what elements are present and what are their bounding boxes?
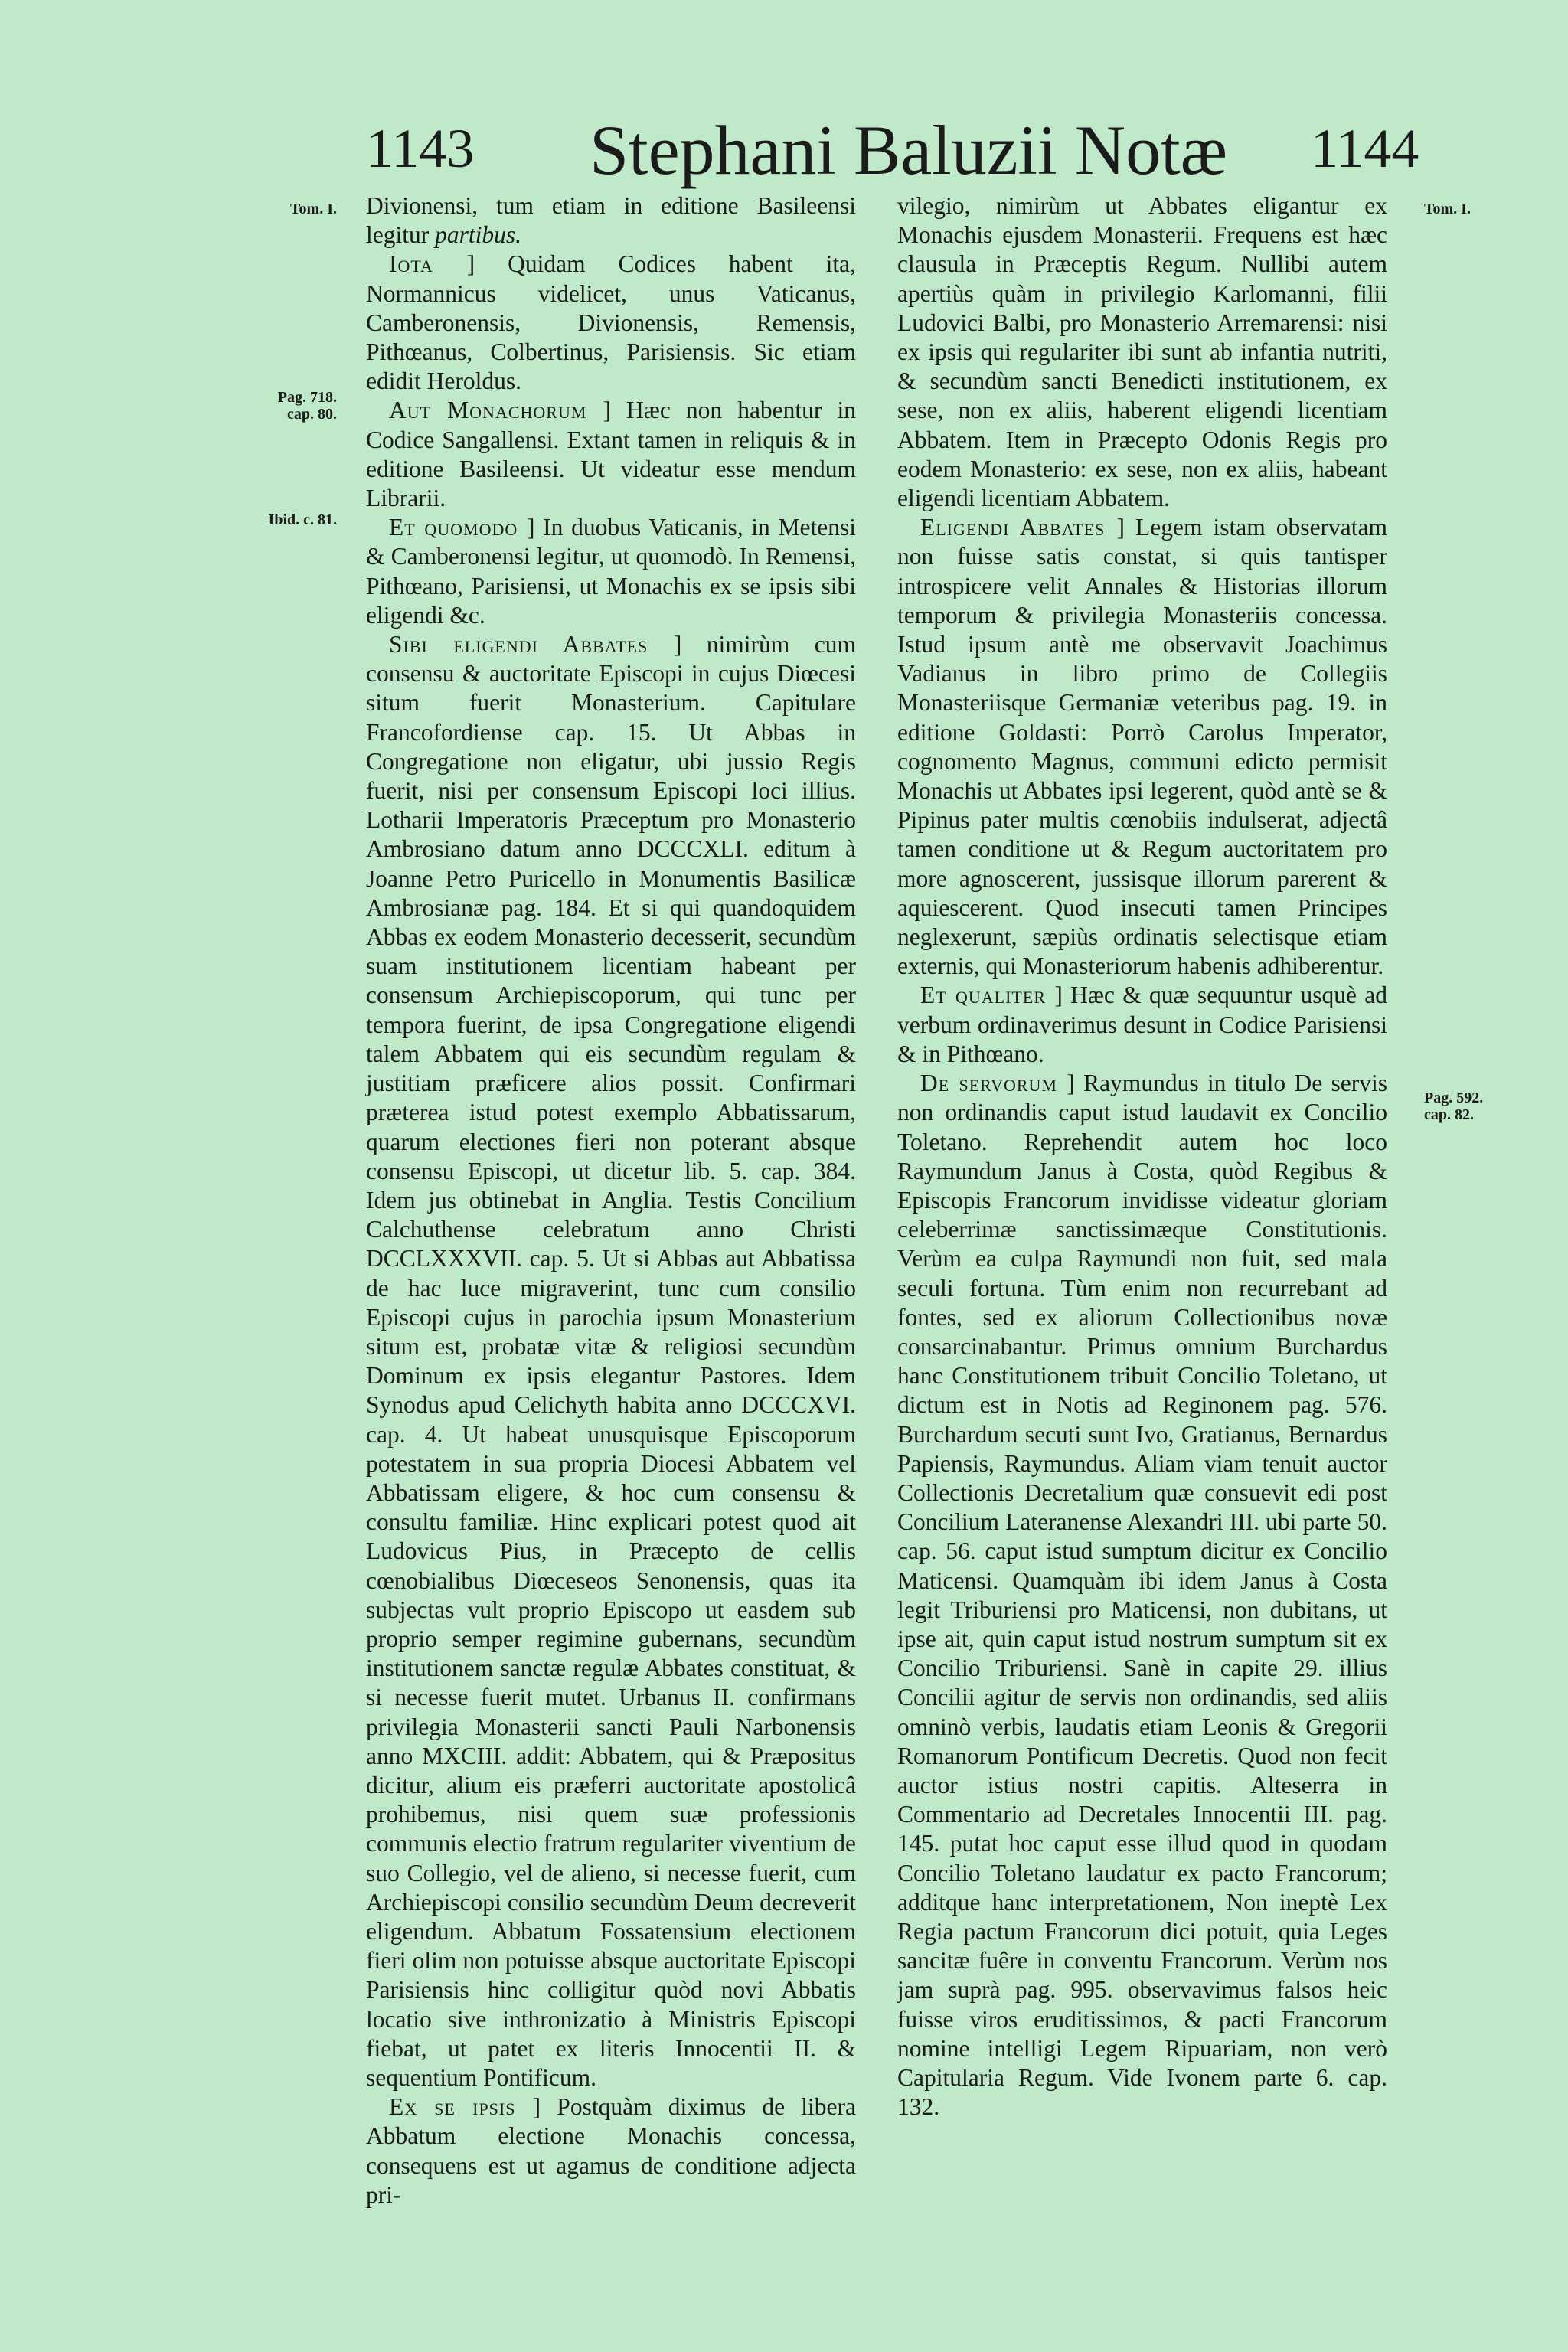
paragraph <box>897 1069 1387 2122</box>
margin-note: Tom. I. <box>290 201 337 217</box>
margin-note: Tom. I. <box>1424 201 1471 217</box>
lemma: Eligendi Abbates <box>920 514 1117 541</box>
paragraph <box>366 250 856 396</box>
lemma: De servorum <box>920 1070 1067 1097</box>
paragraph <box>897 513 1387 981</box>
running-title: Stephani Baluzii Notæ <box>590 111 1228 189</box>
paragraph <box>366 2092 856 2210</box>
paragraph-text: ] In duobus Vaticanis, in Metensi & Camberonensi legitur, ut quomodò. In Remensi, Pithœano, Parisiensi, ut Monachis ex se ipsis sibi eligendi &c. <box>366 514 856 629</box>
paragraph-text: vilegio, nimirùm ut Abbates eligantur ex Monachis ejusdem Monasterii. Frequens est hæc clausula in Præceptis Regum. Nullibi autem apertiùs quàm in privilegio Karlomanni, filii Ludovici Balbi, pro Monasterio Arremarensi: nisi ex ipsis qui regulariter ibi sunt ab infantia nutriti, & secundùm sancti Benedicti institutionem, ex sese, non ex aliis, haberent eligendi licentiam Abbatem. Item in Præcepto Odonis Regis pro eodem Monasterio: ex sese, non ex aliis, habeant eligendi licentiam Abbatem. <box>897 192 1387 512</box>
lemma: Sibi eligendi Abbates <box>389 631 674 658</box>
paragraph-text: ] nimirùm cum consensu & auctoritate Episcopi in cujus Diœcesi situm fuerit Monasterium. Capitulare Francofordiense cap. 15. Ut Abbas in Congregatione non eligatur, ubi jussio Regis fuerit, nisi per consensum Episcopi loci illius. Lotharii Imperatoris Præceptum pro Monasterio Ambrosiano datum anno DCCCXLI. editum à Joanne Petro Puricello in Monumentis Basilicæ Ambrosianæ pag. 184. Et si qui quandoquidem Abbas ex eodem Monasterio decesserit, secundùm suam institutionem licentiam habeant per consensum Archiepiscoporum, qui tunc per tempora fuerint, de ipsa Congregatione eligendi talem Abbatem qui eis secundùm regulam & justitiam præficere alios possit. Confirmari præterea istud potest exemplo Abbatissarum, quarum electiones fieri non poterant absque consensu Episcopi, ut dicetur lib. 5. cap. 384. Idem jus obtinebat in Anglia. Testis Concilium Calchuthense celebratum anno Christi DCCLXXXVII. cap. 5. Ut si Abbas aut Abbatissa de hac luce migraverint, tunc cum consilio Episcopi cujus in parochia ipsum Monasterium situm est, probatæ vitæ & religiosi secundùm Dominum ex ipsis elegantur Pastores. Idem Synodus apud Celichyth habita anno DCCCXVI. cap. 4. Ut habeat unusquisque Episcoporum potestatem in sua propria Diocesi Abbatem vel Abbatissam eligere, & hoc cum consensu & consultu familiæ. Hinc explicari potest quod ait Ludovicus Pius, in Præcepto de cellis cœnobialibus Diœceseos Senonensis, quas ita subjectas vult proprio Episcopo ut easdem sub proprio semper regimine gubernans, secundùm institutionem sanctæ regulæ Abbates constituat, & si necesse fuerit mutet. Urbanus II. confirmans privilegia Monasterii sancti Pauli Narbonensis anno MXCIII. addit: Abbatem, qui & Præpositus dicitur, alium eis præferri auctoritate apostolicâ prohibemus, nisi quem suæ professionis communis electio fratrum regulariter viventium de suo Collegio, vel de alieno, si necesse fuerit, cum Archiepiscopi consilio secundùm Deum decreverit eligendum. Abbatum Fossatensium electionem fieri olim non potuisse absque auctoritate Episcopi Parisiensis hinc colligitur quòd novi Abbatis locatio sive inthronizatio à Ministris Episcopi fiebat, ut patet ex literis Innocentii II. & sequentium Pontificum. <box>366 631 856 2091</box>
lemma: Iota <box>389 250 467 278</box>
lemma: Aut Monachorum <box>389 397 603 424</box>
paragraph <box>897 191 1387 513</box>
margin-note: Ibid. c. 81. <box>268 511 337 528</box>
paragraph <box>366 630 856 2092</box>
lemma: Ex se ipsis <box>389 2093 533 2121</box>
left-column <box>366 191 856 2210</box>
paragraph-text: ] Hæc & quæ sequuntur usquè ad verbum ordinaverimus desunt in Codice Parisiensi & in Pithœano. <box>897 982 1387 1067</box>
lemma: Et quomodo <box>389 514 527 541</box>
margin-note: Pag. 592. cap. 82. <box>1424 1089 1484 1123</box>
paragraph-text: ] Postquàm diximus de libera Abbatum electione Monachis concessa, consequens est ut agamus de conditione adjecta pri- <box>366 2093 857 2208</box>
paragraph-text: ] Hæc non habentur in Codice Sangallensi. Extant tamen in reliquis & in editione Basileensi. Ut videatur esse mendum Librarii. <box>366 397 856 512</box>
paragraph-text: ] Raymundus in titulo De servis non ordinandis caput istud laudavit ex Concilio Toletano. Reprehendit autem hoc loco Raymundum Janus à Costa, quòd Regibus & Episcopis Francorum invidisse videatur gloriam celeberrimæ sanctissimæque Constitutionis. Verùm ea culpa Raymundi non fuit, sed mala seculi fortuna. Tùm enim non recurrebant ad fontes, sed ex aliorum Collectionibus novæ consarcinabantur. Primus omnium Burchardus hanc Constitutionem tribuit Concilio Toletano, ut dictum est in Notis ad Reginonem pag. 576. Burchardum secuti sunt Ivo, Gratianus, Bernardus Papiensis, Raymundus. Aliam viam tenuit auctor Collectionis Decretalium quæ consuevit edi post Concilium Lateranense Alexandri III. ubi parte 50. cap. 56. caput istud sumptum dicitur ex Concilio Maticensi. Quamquàm ibi idem Janus à Costa legit Triburiensi pro Maticensi, non dubitans, ut ipse ait, quin caput istud nostrum sumptum sit ex Concilio Triburiensi. Sanè in capite 29. illius Concilii agitur de servis non ordinandis, sed aliis omninò verbis, laudatis etiam Leonis & Gregorii Romanorum Pontificum Decretis. Quod non fecit auctor istius nostri capitis. Alteserra in Commentario ad Decretales Innocentii III. pag. 145. putat hoc caput esse illud quod in quodam Concilio Toletano laudatur ex pacto Francorum; additque hanc interpretationem, Non ineptè Lex Regia pactum Francorum dici potuit, quia Leges sancitæ fuêre in conventu Francorum. Verùm nos jam suprà pag. 995. observavimus falsos heic fuisse viros eruditissimos, & pacti Francorum nomine intelligi Legem Ripuariam, non verò Capitularia Regum. Vide Ivonem parte 6. cap. 132. <box>897 1070 1387 2121</box>
margin-note: Pag. 718. cap. 80. <box>277 389 337 423</box>
paragraph <box>366 513 856 630</box>
right-column <box>897 191 1387 2122</box>
paragraph <box>366 396 856 513</box>
italic-text: partibus. <box>435 221 522 249</box>
paragraph <box>897 981 1387 1069</box>
paragraph-text: Divionensi, tum etiam in editione Basileensi legitur <box>366 192 856 249</box>
paragraph-text: ] Quidam Codices habent ita, Normannicus videlicet, unus Vaticanus, Camberonensis, Divionensis, Remensis, Pithœanus, Colbertinus, Parisiensis. Sic etiam edidit Heroldus. <box>366 250 856 395</box>
paragraph-text: ] Legem istam observatam non fuisse satis constat, si quis tantisper introspicere velit Annales & Historias illorum temporum & privilegia Monasteriis concessa. Istud ipsum antè me observavit Joachimus Vadianus in libro primo de Collegiis Monasteriisque Germaniæ veteribus pag. 19. in editione Goldasti: Porrò Carolus Imperator, cognomento Magnus, communi edicto permisit Monachis ut Abbates ipsi legerent, quòd antè se & Pipinus pater multis cœnobiis indulserat, adjectâ tamen conditione ut & Regum auctoritatem pro more agnoscerent, jussisque illorum parerent & aquiescerent. Quod insecuti tamen Principes neglexerunt, sæpiùs ordinatis selectisque etiam externis, qui Monasteriorum habenis adhiberentur. <box>897 514 1388 980</box>
page-number-right: 1144 <box>1311 118 1419 179</box>
paragraph <box>366 191 856 250</box>
lemma: Et qualiter <box>920 982 1055 1009</box>
page-number-left: 1143 <box>366 118 475 179</box>
